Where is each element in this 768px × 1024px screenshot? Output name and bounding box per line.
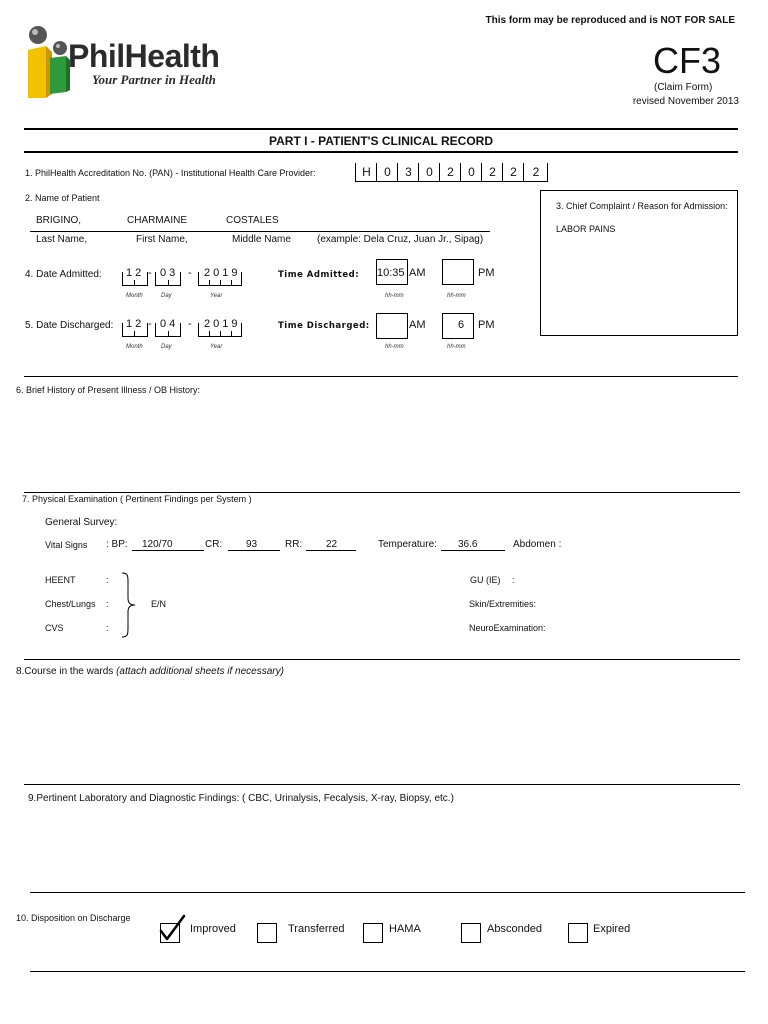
date-dash: - [188, 318, 192, 330]
skin-label: Skin/Extremities: [469, 599, 537, 609]
course-label [16, 666, 284, 677]
pan-label: 1. PhilHealth Accreditation No. (PAN) - Institutional Health Care Provider: [25, 168, 316, 178]
discharged-day-caption: Day [161, 344, 172, 350]
admitted-pm-label: PM [478, 267, 495, 279]
pan-digit: 3 [397, 163, 419, 181]
history-area[interactable] [24, 400, 738, 490]
transferred-checkbox[interactable] [257, 923, 277, 943]
date-dash: - [148, 318, 152, 330]
transferred-label: Transferred [288, 923, 345, 935]
date-dash: - [188, 267, 192, 279]
section-rule [30, 892, 745, 893]
pan-digit: 2 [439, 163, 461, 181]
admitted-month-caption: Month [126, 293, 143, 299]
admitted-am-label: AM [409, 267, 426, 279]
discharged-am-caption: hh-mm [385, 344, 404, 350]
admitted-pm-caption: hh-mm [447, 293, 466, 299]
course-area[interactable] [24, 682, 738, 780]
admitted-am-caption: hh-mm [385, 293, 404, 299]
philhealth-logo-icon [24, 24, 70, 102]
section-rule [24, 659, 740, 660]
title-rule-top [24, 128, 738, 130]
admitted-day-caption: Day [161, 293, 172, 299]
rr-underline [306, 550, 356, 551]
time-discharged-label: Time Discharged: [278, 321, 370, 331]
section-rule [24, 784, 740, 785]
temperature-underline [441, 550, 505, 551]
admitted-year: 2019 [204, 267, 241, 279]
section-rule [24, 492, 740, 493]
absconded-label: Absconded [487, 923, 543, 935]
cvs-colon: : [106, 623, 109, 633]
brace-icon [120, 572, 138, 638]
temperature-value[interactable]: 36.6 [458, 539, 478, 550]
admitted-pm-box[interactable] [442, 259, 474, 285]
patient-middle-name[interactable]: COSTALES [226, 215, 279, 226]
admitted-day: 03 [160, 267, 179, 279]
title-rule-bottom [24, 151, 738, 153]
date-dash: - [148, 267, 152, 279]
expired-checkbox[interactable] [568, 923, 588, 943]
discharged-day: 04 [160, 318, 179, 330]
discharged-pm-caption: hh-mm [447, 344, 466, 350]
section-rule [24, 376, 738, 377]
pan-digit: 0 [376, 163, 398, 181]
name-underline [30, 231, 490, 232]
bp-underline [132, 550, 204, 551]
temperature-label: Temperature: [378, 539, 437, 550]
form-code: CF3 [653, 40, 722, 81]
philhealth-logo [24, 24, 244, 104]
disposition-label: 10. Disposition on Discharge [16, 913, 131, 923]
rr-value[interactable]: 22 [326, 539, 338, 550]
checkmark-icon [158, 914, 188, 942]
cr-underline [228, 550, 280, 551]
patient-name-label: 2. Name of Patient [25, 193, 100, 203]
bp-value[interactable]: 120/70 [142, 539, 173, 550]
time-admitted-label: Time Admitted: [278, 270, 360, 280]
cr-value[interactable]: 93 [246, 539, 258, 550]
name-example: (example: Dela Cruz, Juan Jr., Sipag) [317, 234, 484, 245]
discharged-month-caption: Month [126, 344, 143, 350]
pan-digit: 2 [481, 163, 503, 181]
pan-digit: 2 [523, 163, 548, 181]
admitted-month: 12 [126, 267, 145, 279]
pan-digit: 2 [502, 163, 524, 181]
reproduction-notice: This form may be reproduced and is NOT FOR SALE [485, 15, 735, 26]
discharged-year: 2019 [204, 318, 241, 330]
first-name-caption: First Name, [136, 234, 188, 245]
rr-label: RR: [285, 539, 303, 550]
hama-checkbox[interactable] [363, 923, 383, 943]
gu-colon: : [512, 575, 515, 585]
discharged-am-box[interactable] [376, 313, 408, 339]
chief-complaint-value: LABOR PAINS [556, 224, 616, 234]
bp-label: : BP: [106, 539, 128, 550]
discharged-month: 12 [126, 318, 145, 330]
logo-tagline: Your Partner in Health [92, 72, 216, 87]
last-name-caption: Last Name, [36, 234, 88, 245]
pan-digit: H [355, 163, 377, 181]
vital-signs-label: Vital Signs [45, 540, 88, 550]
abdomen-label: Abdomen : [513, 539, 562, 550]
general-survey-label: General Survey: [45, 517, 118, 528]
gu-label: GU (IE) [470, 575, 501, 585]
labs-area[interactable] [30, 808, 744, 890]
discharged-pm-label: PM [478, 319, 495, 331]
absconded-checkbox[interactable] [461, 923, 481, 943]
discharged-am-label: AM [409, 319, 426, 331]
course-note: (attach additional sheets if necessary) [116, 666, 284, 677]
part-title: PART I - PATIENT'S CLINICAL RECORD [269, 134, 493, 148]
en-finding: E/N [151, 599, 167, 609]
discharged-year-caption: Year [210, 344, 223, 350]
date-discharged-label: 5. Date Discharged: [25, 320, 114, 331]
course-label-text: 8.Course in the wards [16, 666, 114, 677]
expired-label: Expired [593, 923, 631, 935]
cr-label: CR: [205, 539, 223, 550]
middle-name-caption: Middle Name [232, 234, 291, 245]
labs-label: 9.Pertinent Laboratory and Diagnostic Findings: ( CBC, Urinalysis, Fecalysis, X-ray, Biopsy, etc.) [28, 793, 454, 804]
chest-colon: : [106, 599, 109, 609]
hama-label: HAMA [389, 923, 421, 935]
chief-complaint-label: 3. Chief Complaint / Reason for Admission: [556, 201, 728, 211]
physical-exam-label: 7. Physical Examination ( Pertinent Findings per System ) [22, 494, 252, 504]
pan-digit: 0 [418, 163, 440, 181]
history-label: 6. Brief History of Present Illness / OB History: [16, 385, 201, 395]
improved-label: Improved [190, 923, 236, 935]
form-type: (Claim Form) [654, 82, 713, 93]
heent-colon: : [106, 575, 109, 585]
revision-date: revised November 2013 [632, 96, 739, 107]
date-admitted-label: 4. Date Admitted: [25, 269, 102, 280]
admitted-year-caption: Year [210, 293, 223, 299]
discharged-pm-value: 6 [458, 319, 465, 331]
cvs-label: CVS [45, 623, 64, 633]
chief-complaint-box[interactable] [540, 190, 738, 336]
chest-label: Chest/Lungs [45, 599, 96, 609]
logo-wordmark: PhilHealth [68, 38, 220, 74]
patient-last-name[interactable]: BRIGINO, [36, 215, 82, 226]
patient-first-name[interactable]: CHARMAINE [127, 215, 188, 226]
admitted-am-value: 10:35 [377, 267, 405, 279]
section-rule [30, 971, 745, 972]
pan-digit: 0 [460, 163, 482, 181]
heent-label: HEENT [45, 575, 76, 585]
neuro-label: NeuroExamination: [469, 623, 546, 633]
